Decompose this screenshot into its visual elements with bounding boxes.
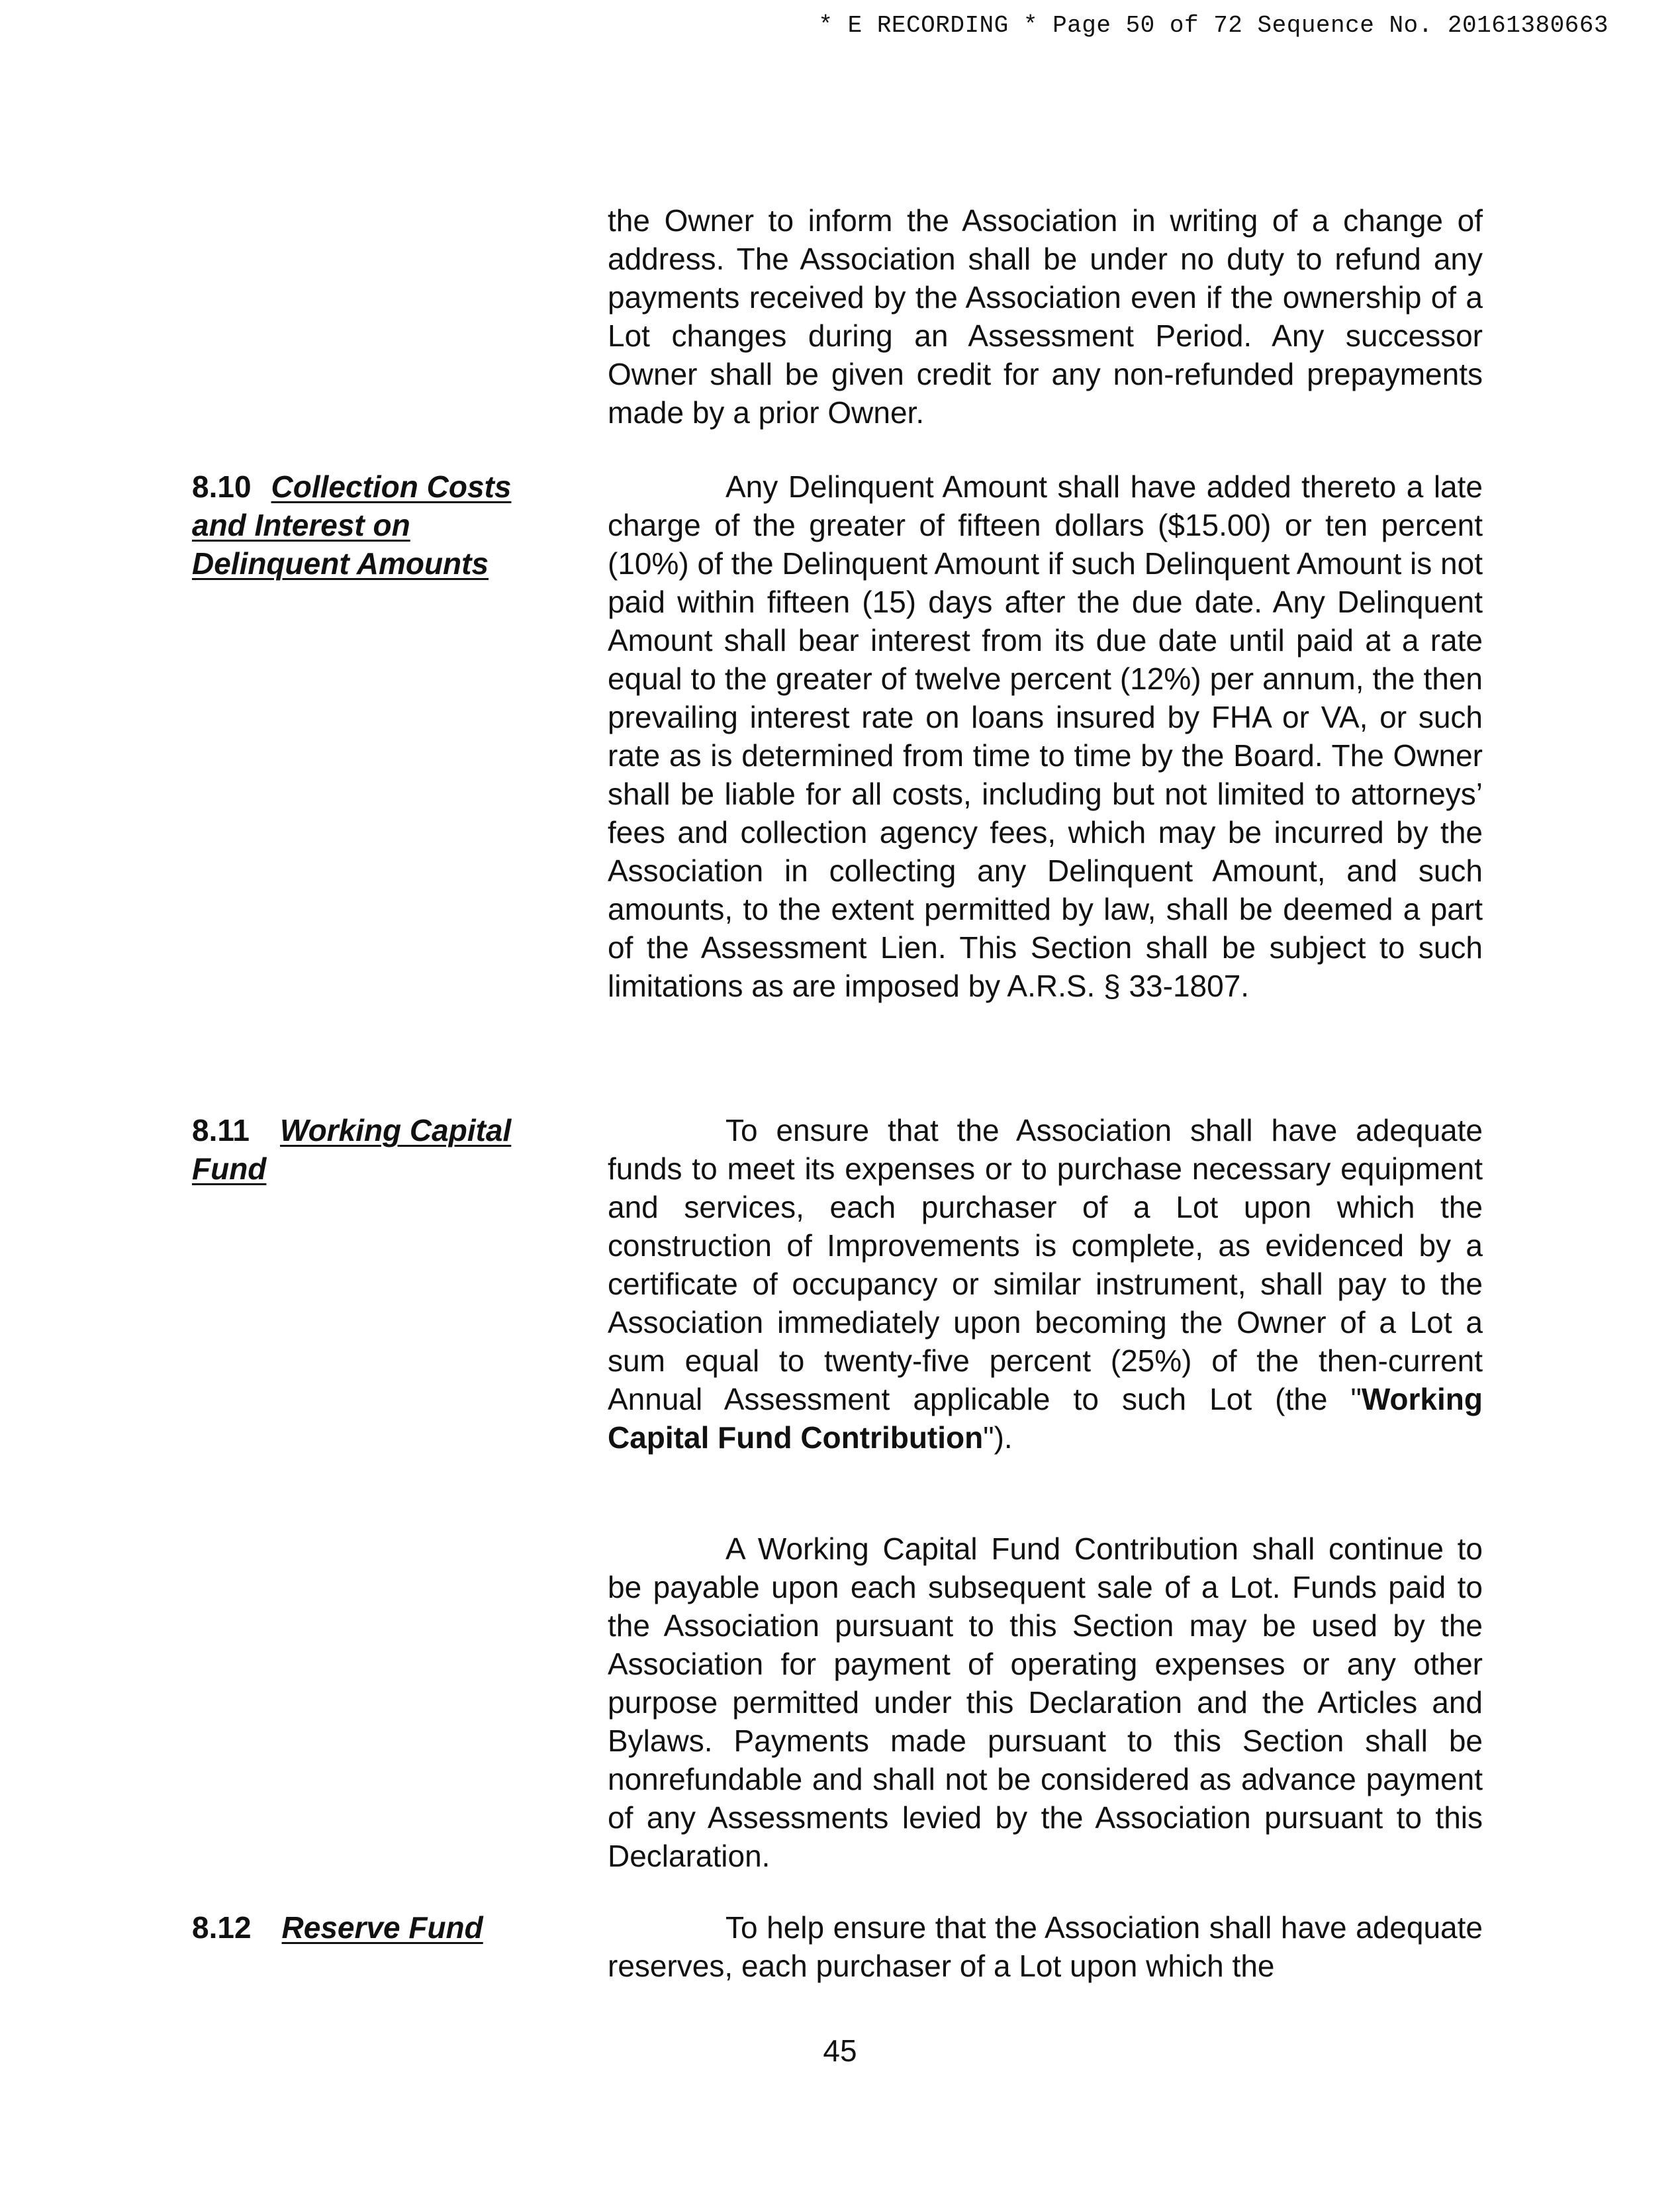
section-number: 8.11 [192, 1113, 250, 1147]
section-heading-8-10 [192, 467, 563, 583]
section-number: 8.10 [192, 469, 252, 504]
continuation-paragraph: the Owner to inform the Association in writing of a change of address. The Association shall be under no duty to refund any payments received by the Association even if the ownership of a Lot changes during an Assessment Period. Any successor Owner shall be given credit for any non-refunded prepayments made by a prior Owner. [608, 203, 1483, 430]
section-8-11-paragraph-1 [608, 1111, 1483, 1457]
section-heading-8-12 [192, 1908, 563, 1947]
section-heading-8-11 [192, 1111, 563, 1188]
paragraph-text: "). [983, 1420, 1013, 1455]
section-title: Collection Costs and Interest on Delinquent Amounts [192, 469, 512, 581]
section-number: 8.12 [192, 1910, 252, 1945]
section-title: Working Capital Fund [192, 1113, 512, 1186]
section-8-11-paragraph-2: A Working Capital Fund Contribution shall continue to be payable upon each subsequent sale of a Lot. Funds paid to the Association pursuant to this Section may be used by the Association for payment of operating expenses or any other purpose permitted under this Declaration and the Articles and Bylaws. Payments made pursuant to this Section shall be nonrefundable and shall not be considered as advance payment of any Assessments levied by the Association pursuant to this Declaration. [608, 1532, 1483, 1873]
section-8-12-paragraph: To help ensure that the Association shall have adequate reserves, each purchaser of a Lot upon which the [608, 1910, 1483, 1983]
recording-stamp: * E RECORDING * Page 50 of 72 Sequence No. 20161380663 [818, 12, 1609, 39]
defined-term: Working Capital Fund Contribution [608, 1382, 1483, 1455]
paragraph-text: To ensure that the Association shall have adequate funds to meet its expenses or to purchase necessary equipment and services, each purchaser of a Lot upon which the construction of Improvements is complete, as evidenced by a certificate of occupancy or similar instrument, shall pay to the Association immediately upon becoming the Owner of a Lot a sum equal to twenty-five percent (25%) of the then-current Annual Assessment applicable to such Lot (the " [608, 1113, 1483, 1416]
section-title: Reserve Fund [281, 1910, 483, 1945]
page-number: 45 [823, 2033, 857, 2068]
section-8-10-paragraph: Any Delinquent Amount shall have added thereto a late charge of the greater of fifteen dollars ($15.00) or ten percent (10%) of the Delinquent Amount if such Delinquent Amount is not paid within fifteen (15) days after the due date. Any Delinquent Amount shall bear interest from its due date until paid at a rate equal to the greater of twelve percent (12%) per annum, the then prevailing interest rate on loans insured by FHA or VA, or such rate as is determined from time to time by the Board. The Owner shall be liable for all costs, including but not limited to attorneys’ fees and collection agency fees, which may be incurred by the Association in collecting any Delinquent Amount, and such amounts, to the extent permitted by law, shall be deemed a part of the Assessment Lien. This Section shall be subject to such limitations as are imposed by A.R.S. § 33-1807. [608, 469, 1483, 1003]
